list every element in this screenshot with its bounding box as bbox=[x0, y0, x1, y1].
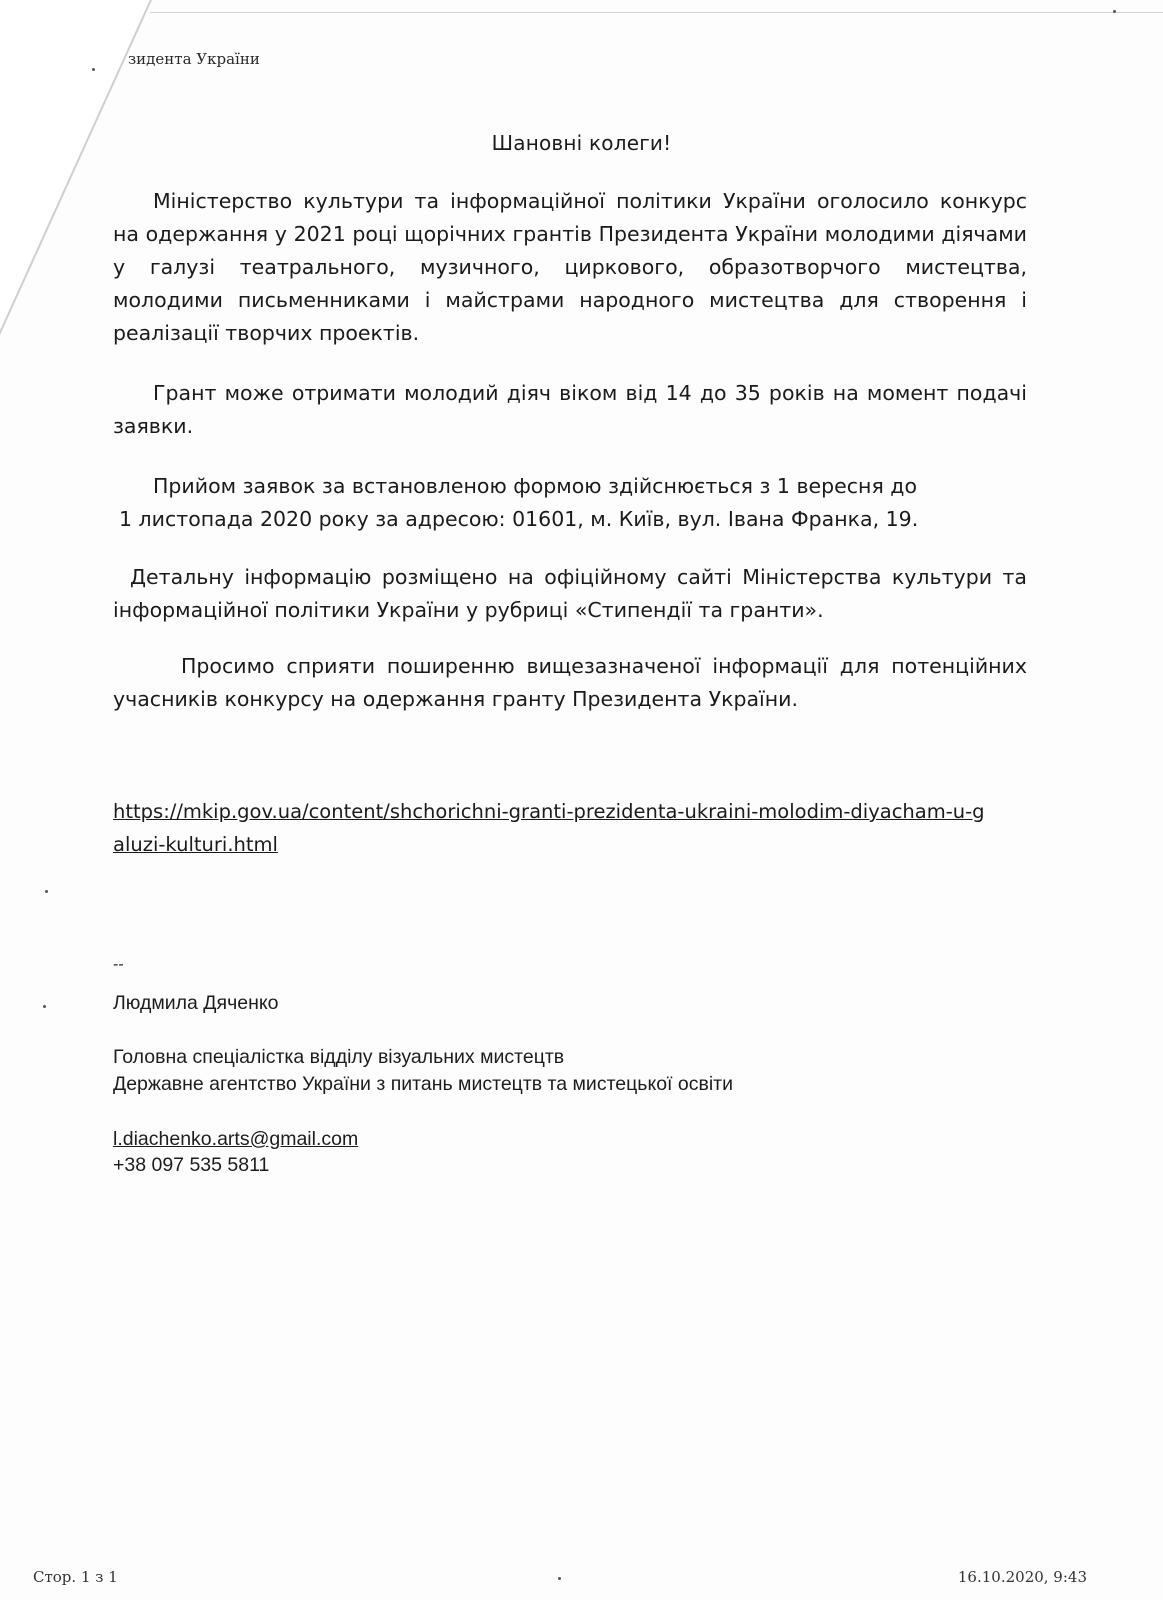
scan-speck bbox=[92, 68, 95, 71]
page-number: Стор. 1 з 1 bbox=[33, 1568, 118, 1586]
paragraph-details: Детальну інформацію розміщено на офіційному сайті Міністерства культури та інформаційної політики України у рубриці «Стипендії та гранти». bbox=[113, 565, 1027, 622]
header-fragment: зидента України bbox=[128, 50, 260, 68]
paper-edge bbox=[150, 12, 1163, 13]
signature-title: Головна спеціалістка відділу візуальних мистецтв bbox=[113, 1046, 565, 1068]
signature-agency: Державне агентство України з питань мистецтв та мистецької освіти bbox=[113, 1073, 733, 1095]
scan-speck bbox=[43, 1005, 46, 1008]
signature-phone: +38 097 535 5811 bbox=[113, 1154, 270, 1176]
scan-speck bbox=[1113, 10, 1116, 13]
paragraph-request: Просимо сприяти поширенню вищезазначеної інформації для потенційних учасників конкурсу на одержання гранту Президента України. bbox=[113, 654, 1027, 711]
paragraph-submission bbox=[113, 470, 1027, 536]
scan-speck bbox=[45, 890, 48, 893]
submission-line-2: 1 листопада 2020 року за адресою: 01601, м. Київ, вул. Івана Франка, 19. bbox=[119, 507, 919, 531]
scan-speck bbox=[558, 1577, 561, 1580]
signature-name: Людмила Дяченко bbox=[113, 992, 279, 1014]
greeting: Шановні колеги! bbox=[491, 131, 672, 155]
paragraph-eligibility: Грант може отримати молодий діяч віком від 14 до 35 років на момент подачі заявки. bbox=[113, 381, 1027, 438]
paragraph-announcement: Міністерство культури та інформаційної політики України оголосило конкурс на одержання у 2021 році щорічних грантів Президента України молодими діячами у галузі театрального, музичного, циркового, образотворчого мистецтва, молодими письменниками і майстрами народного мистецтва для створення і реалізації творчих проектів. bbox=[113, 189, 1027, 345]
print-datetime: 16.10.2020, 9:43 bbox=[957, 1568, 1087, 1586]
submission-line-1: Прийом заявок за встановленою формою здійснюється з 1 вересня до bbox=[153, 474, 918, 498]
signature-separator: -- bbox=[113, 956, 124, 973]
signature-email-link[interactable]: l.diachenko.arts@gmail.com bbox=[113, 1128, 359, 1150]
info-link[interactable]: https://mkip.gov.ua/content/shchorichni-granti-prezidenta-ukraini-molodim-diyacham-u-galuzi-kulturi.html bbox=[113, 800, 985, 856]
